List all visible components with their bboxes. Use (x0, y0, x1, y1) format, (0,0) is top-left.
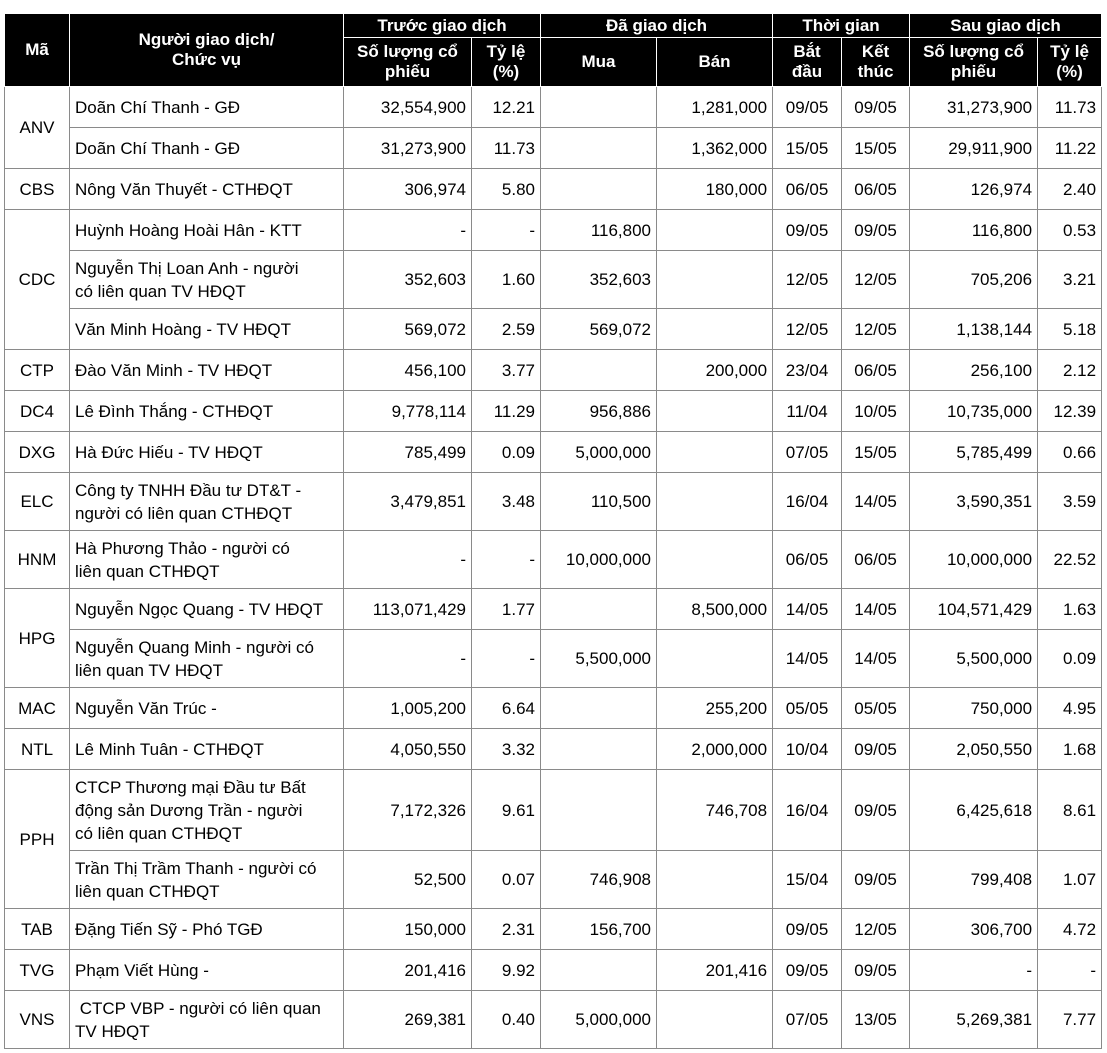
sell-cell (657, 251, 773, 309)
after-qty-cell: 31,273,900 (910, 87, 1038, 128)
buy-cell: 10,000,000 (541, 531, 657, 589)
person-role-line: Doãn Chí Thanh - GĐ (75, 97, 241, 117)
person-role-line: Đặng Tiến Sỹ - Phó TGĐ (75, 919, 263, 939)
sell-cell (657, 210, 773, 251)
end-date-cell: 09/05 (842, 851, 910, 909)
sell-cell (657, 391, 773, 432)
buy-cell: 110,500 (541, 473, 657, 531)
before-pct-cell: 1.77 (472, 589, 541, 630)
person-role-cell (70, 991, 344, 1049)
person-role-line: CTCP VBP - người có liên quan (75, 998, 321, 1018)
end-date-cell: 06/05 (842, 350, 910, 391)
ticker-cell: DXG (5, 432, 70, 473)
before-qty-cell: 569,072 (344, 309, 472, 350)
header-sl-line1: Số lượng cổ (357, 42, 458, 61)
end-date-cell: 15/05 (842, 128, 910, 169)
end-date-cell: 09/05 (842, 729, 910, 770)
after-pct-cell: - (1038, 950, 1102, 991)
person-role-line: Văn Minh Hoàng - TV HĐQT (75, 319, 292, 339)
after-qty-cell: 1,138,144 (910, 309, 1038, 350)
buy-cell: 116,800 (541, 210, 657, 251)
person-role-cell (70, 251, 344, 309)
before-qty-cell: 306,974 (344, 169, 472, 210)
after-qty-cell: 2,050,550 (910, 729, 1038, 770)
header-sl-line2: phiếu (384, 62, 431, 81)
person-role-line: Phạm Viết Hùng - (75, 960, 209, 980)
before-pct-cell: 3.77 (472, 350, 541, 391)
after-qty-cell: 799,408 (910, 851, 1038, 909)
start-date-cell: 06/05 (773, 531, 842, 589)
buy-cell (541, 589, 657, 630)
header-sau: Sau giao dịch (910, 14, 1102, 38)
ticker-cell: HPG (5, 589, 70, 688)
start-date-cell: 11/04 (773, 391, 842, 432)
after-pct-cell: 11.73 (1038, 87, 1102, 128)
start-date-cell: 16/04 (773, 473, 842, 531)
after-pct-cell: 1.68 (1038, 729, 1102, 770)
sell-cell (657, 473, 773, 531)
after-pct-cell: 2.40 (1038, 169, 1102, 210)
after-pct-cell: 0.53 (1038, 210, 1102, 251)
end-date-cell: 12/05 (842, 909, 910, 950)
sell-cell: 201,416 (657, 950, 773, 991)
ticker-cell: NTL (5, 729, 70, 770)
start-date-cell: 09/05 (773, 210, 842, 251)
buy-cell: 352,603 (541, 251, 657, 309)
sell-cell (657, 991, 773, 1049)
end-date-cell: 06/05 (842, 531, 910, 589)
buy-cell: 156,700 (541, 909, 657, 950)
after-pct-cell: 7.77 (1038, 991, 1102, 1049)
before-pct-cell: 3.48 (472, 473, 541, 531)
before-qty-cell: - (344, 630, 472, 688)
person-role-line: Trần Thị Trầm Thanh - người có (75, 858, 317, 878)
person-role-cell (70, 210, 344, 251)
person-role-cell (70, 688, 344, 729)
start-date-cell: 07/05 (773, 991, 842, 1049)
before-pct-cell: 11.29 (472, 391, 541, 432)
end-date-cell: 14/05 (842, 473, 910, 531)
header-batdau (773, 38, 842, 87)
ticker-cell: CBS (5, 169, 70, 210)
table-row (5, 391, 1102, 432)
after-qty-cell: 5,500,000 (910, 630, 1038, 688)
before-pct-cell: 0.09 (472, 432, 541, 473)
sell-cell (657, 309, 773, 350)
sell-cell (657, 909, 773, 950)
after-qty-cell: 5,269,381 (910, 991, 1038, 1049)
header-batdau-line1: Bắt (793, 42, 821, 61)
ticker-cell: MAC (5, 688, 70, 729)
buy-cell: 956,886 (541, 391, 657, 432)
header-ketthuc-line2: thúc (857, 62, 894, 81)
buy-cell: 569,072 (541, 309, 657, 350)
person-role-line: người có liên quan CTHĐQT (75, 503, 293, 523)
header-thoigian: Thời gian (773, 14, 910, 38)
person-role-cell (70, 391, 344, 432)
person-role-cell (70, 589, 344, 630)
end-date-cell: 14/05 (842, 589, 910, 630)
buy-cell: 5,000,000 (541, 432, 657, 473)
sell-cell (657, 432, 773, 473)
sell-cell: 8,500,000 (657, 589, 773, 630)
sell-cell: 2,000,000 (657, 729, 773, 770)
person-role-cell (70, 169, 344, 210)
header-nguoi-line1: Người giao dịch/ (138, 30, 275, 49)
person-role-line: động sản Dương Trần - người (75, 800, 303, 820)
after-pct-cell: 0.66 (1038, 432, 1102, 473)
table-row (5, 210, 1102, 251)
buy-cell (541, 350, 657, 391)
before-pct-cell: 6.64 (472, 688, 541, 729)
ticker-cell: TAB (5, 909, 70, 950)
header-nguoi (70, 14, 344, 87)
sell-cell: 1,281,000 (657, 87, 773, 128)
end-date-cell: 09/05 (842, 770, 910, 851)
person-role-cell (70, 128, 344, 169)
before-pct-cell: 5.80 (472, 169, 541, 210)
person-role-line: Huỳnh Hoàng Hoài Hân - KTT (75, 220, 302, 240)
before-qty-cell: 113,071,429 (344, 589, 472, 630)
table-row (5, 432, 1102, 473)
header-sl (344, 38, 472, 87)
table-row (5, 950, 1102, 991)
person-role-cell (70, 770, 344, 851)
end-date-cell: 09/05 (842, 87, 910, 128)
start-date-cell: 06/05 (773, 169, 842, 210)
sell-cell: 255,200 (657, 688, 773, 729)
table-row (5, 128, 1102, 169)
before-pct-cell: 2.59 (472, 309, 541, 350)
header-sl-after (910, 38, 1038, 87)
sell-cell: 180,000 (657, 169, 773, 210)
after-pct-cell: 12.39 (1038, 391, 1102, 432)
person-role-line: Nguyễn Thị Loan Anh - người (75, 258, 299, 278)
before-pct-cell: - (472, 630, 541, 688)
person-role-cell (70, 309, 344, 350)
before-qty-cell: - (344, 531, 472, 589)
after-pct-cell: 22.52 (1038, 531, 1102, 589)
after-qty-cell: 5,785,499 (910, 432, 1038, 473)
before-pct-cell: - (472, 531, 541, 589)
header-tl-after-line2: (%) (1056, 62, 1083, 81)
person-role-line: TV HĐQT (75, 1021, 150, 1041)
sell-cell (657, 851, 773, 909)
person-role-line: Hà Đức Hiếu - TV HĐQT (75, 442, 263, 462)
header-tl (472, 38, 541, 87)
before-pct-cell: 2.31 (472, 909, 541, 950)
end-date-cell: 12/05 (842, 309, 910, 350)
header-batdau-line2: đầu (791, 62, 823, 81)
person-role-line: CTCP Thương mại Đầu tư Bất (75, 777, 306, 797)
sell-cell (657, 630, 773, 688)
person-role-line: Hà Phương Thảo - người có (75, 538, 290, 558)
ticker-cell: ANV (5, 87, 70, 169)
ticker-cell: DC4 (5, 391, 70, 432)
before-pct-cell: - (472, 210, 541, 251)
start-date-cell: 09/05 (773, 950, 842, 991)
header-sl-after-line2: phiếu (950, 62, 997, 81)
buy-cell (541, 688, 657, 729)
buy-cell (541, 770, 657, 851)
end-date-cell: 15/05 (842, 432, 910, 473)
person-role-cell (70, 87, 344, 128)
after-qty-cell: - (910, 950, 1038, 991)
after-qty-cell: 256,100 (910, 350, 1038, 391)
after-pct-cell: 2.12 (1038, 350, 1102, 391)
buy-cell (541, 87, 657, 128)
after-pct-cell: 4.95 (1038, 688, 1102, 729)
after-pct-cell: 8.61 (1038, 770, 1102, 851)
end-date-cell: 14/05 (842, 630, 910, 688)
header-tl-after-line1: Tỷ lệ (1050, 42, 1089, 61)
end-date-cell: 09/05 (842, 950, 910, 991)
after-qty-cell: 10,735,000 (910, 391, 1038, 432)
before-pct-cell: 3.32 (472, 729, 541, 770)
table-row (5, 473, 1102, 531)
ticker-cell: ELC (5, 473, 70, 531)
buy-cell (541, 169, 657, 210)
before-qty-cell: 4,050,550 (344, 729, 472, 770)
end-date-cell: 05/05 (842, 688, 910, 729)
after-pct-cell: 4.72 (1038, 909, 1102, 950)
after-qty-cell: 29,911,900 (910, 128, 1038, 169)
person-role-line: Lê Đình Thắng - CTHĐQT (75, 401, 274, 421)
header-truoc: Trước giao dịch (344, 14, 541, 38)
header-mua: Mua (541, 38, 657, 87)
ticker-cell: CDC (5, 210, 70, 350)
person-role-line: Lê Minh Tuân - CTHĐQT (75, 739, 264, 759)
table-row (5, 350, 1102, 391)
header-ma-label: Mã (25, 40, 49, 59)
after-qty-cell: 116,800 (910, 210, 1038, 251)
start-date-cell: 12/05 (773, 309, 842, 350)
end-date-cell: 12/05 (842, 251, 910, 309)
before-pct-cell: 1.60 (472, 251, 541, 309)
start-date-cell: 09/05 (773, 909, 842, 950)
person-role-line: có liên quan CTHĐQT (75, 823, 243, 843)
ticker-cell: CTP (5, 350, 70, 391)
start-date-cell: 15/04 (773, 851, 842, 909)
after-qty-cell: 126,974 (910, 169, 1038, 210)
before-pct-cell: 11.73 (472, 128, 541, 169)
header-tl-after (1038, 38, 1102, 87)
before-qty-cell: 9,778,114 (344, 391, 472, 432)
before-qty-cell: 3,479,851 (344, 473, 472, 531)
header-tl-line2: (%) (492, 62, 520, 81)
start-date-cell: 23/04 (773, 350, 842, 391)
table-row (5, 991, 1102, 1049)
table-header (5, 14, 1102, 87)
before-qty-cell: 32,554,900 (344, 87, 472, 128)
sell-cell: 1,362,000 (657, 128, 773, 169)
header-ma (5, 14, 70, 87)
before-qty-cell: 269,381 (344, 991, 472, 1049)
table-row (5, 688, 1102, 729)
person-role-cell (70, 473, 344, 531)
start-date-cell: 07/05 (773, 432, 842, 473)
ticker-cell: HNM (5, 531, 70, 589)
ticker-cell: PPH (5, 770, 70, 909)
header-ketthuc (842, 38, 910, 87)
table-row (5, 630, 1102, 688)
start-date-cell: 10/04 (773, 729, 842, 770)
person-role-cell (70, 350, 344, 391)
end-date-cell: 10/05 (842, 391, 910, 432)
person-role-line: liên quan CTHĐQT (75, 561, 220, 581)
table-body (5, 87, 1102, 1049)
before-pct-cell: 0.40 (472, 991, 541, 1049)
start-date-cell: 14/05 (773, 630, 842, 688)
end-date-cell: 13/05 (842, 991, 910, 1049)
after-qty-cell: 3,590,351 (910, 473, 1038, 531)
after-pct-cell: 1.63 (1038, 589, 1102, 630)
after-qty-cell: 104,571,429 (910, 589, 1038, 630)
before-qty-cell: 7,172,326 (344, 770, 472, 851)
before-qty-cell: 201,416 (344, 950, 472, 991)
after-qty-cell: 705,206 (910, 251, 1038, 309)
start-date-cell: 15/05 (773, 128, 842, 169)
person-role-cell (70, 909, 344, 950)
table-row (5, 909, 1102, 950)
person-role-line: Đào Văn Minh - TV HĐQT (75, 360, 273, 380)
header-sl-after-line1: Số lượng cổ (923, 42, 1024, 61)
person-role-line: Công ty TNHH Đầu tư DT&T - (75, 480, 302, 500)
person-role-cell (70, 531, 344, 589)
end-date-cell: 09/05 (842, 210, 910, 251)
before-pct-cell: 9.61 (472, 770, 541, 851)
table-row (5, 770, 1102, 851)
table-row (5, 851, 1102, 909)
before-qty-cell: 785,499 (344, 432, 472, 473)
header-tl-line1: Tỷ lệ (486, 42, 526, 61)
header-nguoi-line2: Chức vụ (172, 50, 241, 69)
after-qty-cell: 306,700 (910, 909, 1038, 950)
before-qty-cell: 52,500 (344, 851, 472, 909)
after-pct-cell: 5.18 (1038, 309, 1102, 350)
insider-transactions-table (4, 13, 1102, 1049)
before-qty-cell: 1,005,200 (344, 688, 472, 729)
buy-cell (541, 128, 657, 169)
end-date-cell: 06/05 (842, 169, 910, 210)
table-row (5, 309, 1102, 350)
table-row (5, 251, 1102, 309)
table-row (5, 169, 1102, 210)
sell-cell: 200,000 (657, 350, 773, 391)
table-row (5, 589, 1102, 630)
before-qty-cell: - (344, 210, 472, 251)
person-role-cell (70, 851, 344, 909)
person-role-line: liên quan TV HĐQT (75, 660, 224, 680)
person-role-cell (70, 950, 344, 991)
header-ban: Bán (657, 38, 773, 87)
table-row (5, 87, 1102, 128)
person-role-line: Doãn Chí Thanh - GĐ (75, 138, 241, 158)
buy-cell: 5,000,000 (541, 991, 657, 1049)
after-pct-cell: 3.21 (1038, 251, 1102, 309)
start-date-cell: 16/04 (773, 770, 842, 851)
before-qty-cell: 150,000 (344, 909, 472, 950)
buy-cell (541, 729, 657, 770)
table-row (5, 531, 1102, 589)
before-qty-cell: 456,100 (344, 350, 472, 391)
before-pct-cell: 0.07 (472, 851, 541, 909)
start-date-cell: 12/05 (773, 251, 842, 309)
buy-cell: 746,908 (541, 851, 657, 909)
buy-cell (541, 950, 657, 991)
before-pct-cell: 12.21 (472, 87, 541, 128)
buy-cell: 5,500,000 (541, 630, 657, 688)
before-pct-cell: 9.92 (472, 950, 541, 991)
header-da: Đã giao dịch (541, 14, 773, 38)
start-date-cell: 05/05 (773, 688, 842, 729)
start-date-cell: 09/05 (773, 87, 842, 128)
ticker-cell: VNS (5, 991, 70, 1049)
sell-cell (657, 531, 773, 589)
person-role-cell (70, 432, 344, 473)
after-qty-cell: 6,425,618 (910, 770, 1038, 851)
person-role-line: Nguyễn Ngọc Quang - TV HĐQT (75, 599, 324, 619)
sell-cell: 746,708 (657, 770, 773, 851)
table-row (5, 729, 1102, 770)
after-pct-cell: 11.22 (1038, 128, 1102, 169)
person-role-line: Nguyễn Văn Trúc - (75, 698, 217, 718)
header-ketthuc-line1: Kết (861, 42, 890, 61)
person-role-cell (70, 630, 344, 688)
after-qty-cell: 750,000 (910, 688, 1038, 729)
person-role-line: Nguyễn Quang Minh - người có (75, 637, 314, 657)
before-qty-cell: 31,273,900 (344, 128, 472, 169)
person-role-line: liên quan CTHĐQT (75, 881, 220, 901)
person-role-line: có liên quan TV HĐQT (75, 281, 246, 301)
person-role-cell (70, 729, 344, 770)
after-qty-cell: 10,000,000 (910, 531, 1038, 589)
ticker-cell: TVG (5, 950, 70, 991)
after-pct-cell: 1.07 (1038, 851, 1102, 909)
before-qty-cell: 352,603 (344, 251, 472, 309)
person-role-line: Nông Văn Thuyết - CTHĐQT (75, 179, 293, 199)
after-pct-cell: 3.59 (1038, 473, 1102, 531)
after-pct-cell: 0.09 (1038, 630, 1102, 688)
start-date-cell: 14/05 (773, 589, 842, 630)
